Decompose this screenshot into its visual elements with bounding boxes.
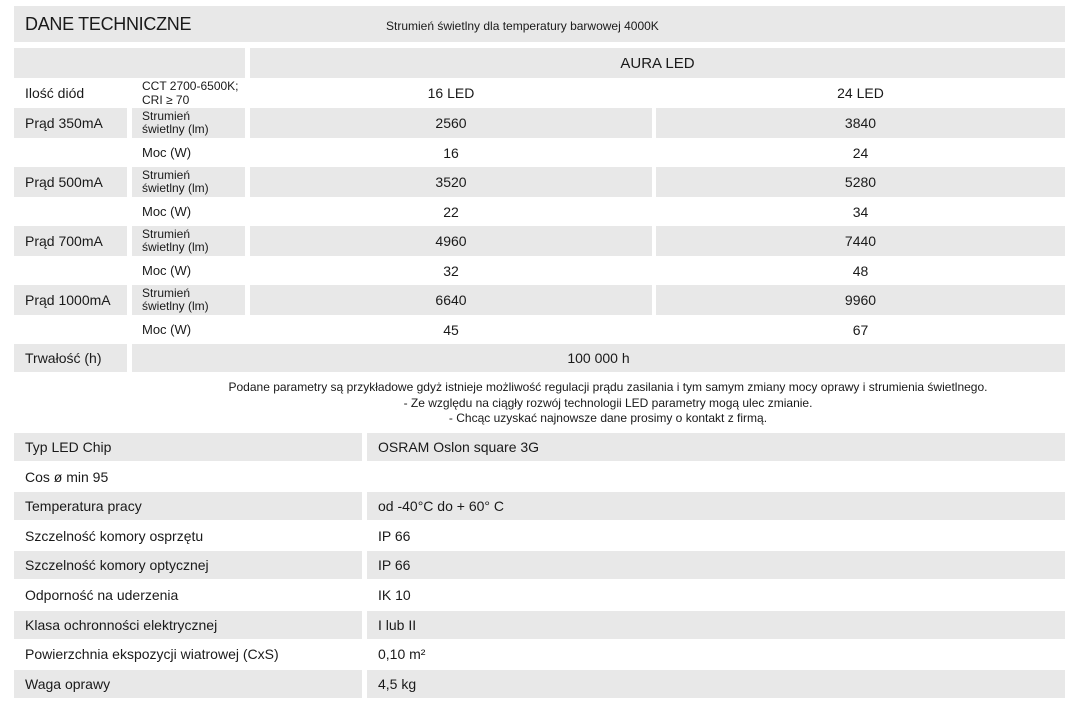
note-3: - Chcąc uzyskać najnowsze dane prosimy o kontakt z firmą.	[448, 411, 768, 425]
spec-value: OSRAM Oslon square 3G	[378, 439, 540, 455]
flux-col1: 3520	[435, 174, 467, 190]
flux-label: Strumień świetlny (lm)	[142, 109, 209, 136]
flux-col2: 3840	[844, 115, 877, 131]
lifetime-label: Trwałość (h)	[25, 350, 102, 366]
spec-label: Odporność na uderzenia	[25, 587, 179, 603]
cri-label: CRI ≥ 70	[142, 93, 190, 107]
flux-label: Strumień świetlny (lm)	[142, 168, 209, 195]
flux-label: Strumień świetlny (lm)	[142, 286, 209, 313]
diodes-col1: 16 LED	[427, 85, 475, 101]
spec-label: Powierzchnia ekspozycji wiatrowej (CxS)	[25, 646, 279, 662]
diodes-label: Ilość diód	[25, 85, 85, 101]
power-col2: 67	[852, 322, 869, 338]
spec-label: Klasa ochronności elektrycznej	[25, 617, 218, 633]
current-label: Prąd 500mA	[25, 174, 103, 190]
spec-value: IP 66	[378, 528, 411, 544]
spec-label: Typ LED Chip	[25, 439, 112, 455]
spec-value: IK 10	[378, 587, 411, 603]
power-label: Moc (W)	[142, 263, 192, 278]
current-label: Prąd 1000mA	[25, 292, 111, 308]
power-col1: 16	[443, 145, 459, 161]
spec-label: Temperatura pracy	[25, 498, 142, 514]
spec-value-cell	[367, 551, 1065, 579]
spec-value: 4,5 kg	[378, 676, 417, 692]
power-col1: 22	[443, 204, 459, 220]
flux-col2: 9960	[844, 292, 877, 308]
spec-value: IP 66	[378, 557, 411, 573]
spec-label: Cos ø min 95	[25, 469, 109, 485]
flux-col1: 4960	[435, 233, 467, 249]
flux-col2: 5280	[844, 174, 877, 190]
flux-col2: 7440	[844, 233, 877, 249]
current-label: Prąd 700mA	[25, 233, 103, 249]
power-col1: 45	[443, 322, 459, 338]
spec-value-cell	[367, 611, 1065, 639]
power-label: Moc (W)	[142, 204, 192, 219]
power-label: Moc (W)	[142, 145, 192, 160]
power-col2: 48	[852, 263, 869, 279]
flux-label: Strumień świetlny (lm)	[142, 227, 209, 254]
current-label: Prąd 350mA	[25, 115, 103, 131]
spec-value: I lub II	[378, 617, 417, 633]
spec-value: od -40°C do + 60° C	[378, 498, 504, 514]
spec-value: 0,10 m²	[378, 646, 426, 662]
cct-label: CCT 2700-6500K;	[142, 79, 239, 93]
power-col2: 24	[852, 145, 869, 161]
flux-col1: 6640	[435, 292, 467, 308]
note-2: - Ze względu na ciągły rozwój technologii LED parametry mogą ulec zmianie.	[403, 396, 813, 410]
spec-label: Szczelność komory osprzętu	[25, 528, 204, 544]
model-name: AURA LED	[620, 55, 695, 72]
spec-value-cell	[367, 670, 1065, 698]
page-title: DANE TECHNICZNE	[25, 14, 192, 34]
spec-label: Szczelność komory optycznej	[25, 557, 209, 573]
page-subtitle: Strumień świetlny dla temperatury barwowej 4000K	[386, 19, 659, 33]
power-label: Moc (W)	[142, 322, 192, 337]
model-header-left	[14, 48, 245, 78]
spec-label: Waga oprawy	[25, 676, 111, 692]
lifetime-value: 100 000 h	[567, 350, 630, 366]
flux-col1: 2560	[435, 115, 467, 131]
power-col1: 32	[443, 263, 459, 279]
diodes-col2: 24 LED	[837, 85, 884, 101]
note-1: Podane parametry są przykładowe gdyż istnieje możliwość regulacji prądu zasilania i tym samym zmiany mocy oprawy i strumienia świetlnego.	[228, 380, 988, 394]
power-col2: 34	[852, 204, 869, 220]
